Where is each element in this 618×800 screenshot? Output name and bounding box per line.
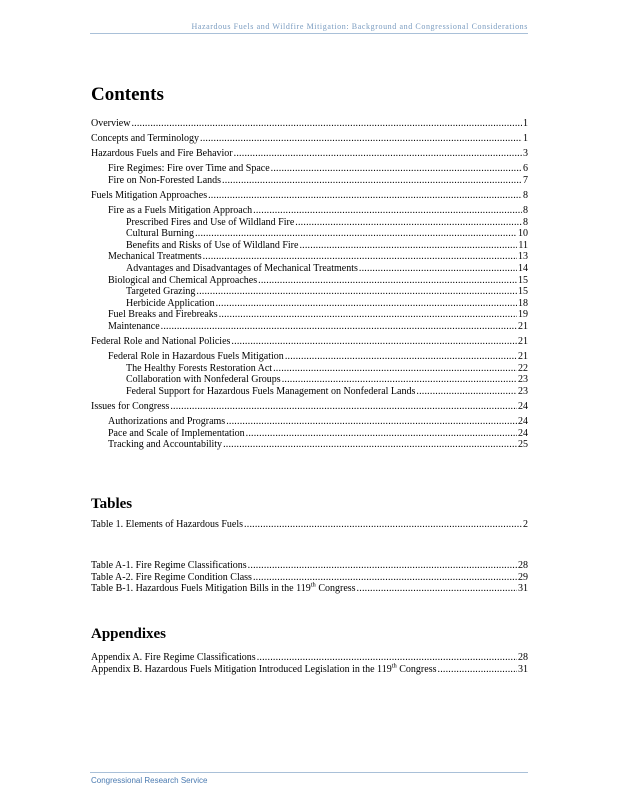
toc-entry-text: The Healthy Forests Restoration Act xyxy=(126,362,273,374)
dot-leader xyxy=(203,251,517,263)
dot-leader xyxy=(222,175,522,187)
toc-page-number: 19 xyxy=(518,309,528,321)
dot-leader xyxy=(170,401,517,413)
toc-entry-title xyxy=(91,133,199,145)
dot-leader xyxy=(282,374,517,386)
toc-entry-text: Prescribed Fires and Use of Wildland Fire xyxy=(126,216,295,228)
toc-entry-title xyxy=(126,298,215,310)
appendixes-list xyxy=(91,652,528,675)
dot-leader xyxy=(285,351,517,363)
table-list-entry[interactable] xyxy=(91,572,528,584)
tables-heading: Tables xyxy=(91,496,133,512)
toc-entry-text: Herbicide Application xyxy=(126,297,215,309)
toc-entry-text: Issues for Congress xyxy=(91,401,170,413)
ordinal-superscript: th xyxy=(391,662,397,670)
toc-entry[interactable] xyxy=(91,118,528,130)
toc-page-number: 21 xyxy=(518,336,528,348)
toc-entry-title xyxy=(91,519,243,531)
toc-entry[interactable] xyxy=(91,363,528,375)
toc-entry-text: Pace and Scale of Implementation xyxy=(108,427,245,439)
toc-entry[interactable] xyxy=(91,416,528,428)
toc-entry[interactable] xyxy=(91,205,528,217)
toc-entry[interactable] xyxy=(91,439,528,451)
toc-page-number: 3 xyxy=(523,148,528,160)
dot-leader xyxy=(234,148,522,160)
toc-entry-text: Federal Role in Hazardous Fuels Mitigation xyxy=(108,351,284,363)
footer-rule xyxy=(90,772,528,773)
footer-text: Congressional Research Service xyxy=(91,776,208,785)
toc-entry-text: Table 1. Elements of Hazardous Fuels xyxy=(91,519,244,530)
toc-page-number: 23 xyxy=(518,374,528,386)
toc-page-number: 8 xyxy=(523,205,528,217)
dot-leader xyxy=(244,519,522,531)
toc-page-number: 2 xyxy=(523,519,528,530)
toc-entry-text: Hazardous Fuels and Fire Behavior xyxy=(91,148,233,160)
toc-entry-title xyxy=(91,118,130,130)
tables-list-appendix xyxy=(91,560,528,595)
toc-page-number: 15 xyxy=(518,274,528,286)
toc-page-number: 7 xyxy=(523,174,528,186)
toc-entry-title xyxy=(108,251,202,263)
toc-entry-text: Maintenance xyxy=(108,321,160,332)
toc-entry-title xyxy=(91,583,356,595)
dot-leader xyxy=(248,560,517,572)
toc-entry-text: Concepts and Terminology xyxy=(91,133,199,145)
toc-entry[interactable] xyxy=(91,336,528,348)
toc-entry-text: Table B-1. Hazardous Fuels Mitigation Bills in the 119 xyxy=(91,583,311,595)
toc-entry-text: Benefits and Risks of Use of Wildland Fire xyxy=(126,239,299,251)
toc-entry-text: Appendix B. Hazardous Fuels Mitigation Introduced Legislation in the 119 xyxy=(91,663,392,675)
toc-entry-title xyxy=(91,336,230,348)
toc-entry-text: Fuel Breaks and Firebreaks xyxy=(108,309,218,321)
dot-leader xyxy=(231,336,517,348)
toc-entry[interactable] xyxy=(91,148,528,160)
toc-entry[interactable] xyxy=(91,351,528,363)
appendix-list-entry[interactable] xyxy=(91,652,528,664)
dot-leader xyxy=(226,416,517,428)
appendixes-heading: Appendixes xyxy=(91,626,167,642)
toc-entry-title xyxy=(108,351,284,363)
toc-entry[interactable] xyxy=(91,321,528,333)
appendix-list-entry[interactable] xyxy=(91,664,528,676)
toc-entry-title xyxy=(91,664,437,676)
tables-list xyxy=(91,519,528,531)
toc-entry[interactable] xyxy=(91,251,528,263)
toc-page-number: 6 xyxy=(523,163,528,175)
dot-leader xyxy=(223,439,517,451)
toc-entry-title xyxy=(108,439,222,451)
toc-entry-text: Federal Role and National Policies xyxy=(91,336,231,348)
toc-entry[interactable] xyxy=(91,217,528,229)
toc-entry-title xyxy=(126,386,415,398)
toc-entry-text: Fuels Mitigation Approaches xyxy=(91,189,208,201)
toc-entry-title xyxy=(108,309,218,321)
table-list-entry[interactable] xyxy=(91,583,528,595)
toc-entry[interactable] xyxy=(91,133,528,145)
toc-entry-text: Collaboration with Nonfederal Groups xyxy=(126,374,281,386)
toc-page-number: 11 xyxy=(518,239,528,251)
ordinal-superscript: th xyxy=(310,581,316,589)
toc-page-number: 21 xyxy=(518,321,528,332)
toc-entry-text: Advantages and Disadvantages of Mechanical Treatments xyxy=(126,263,358,275)
toc-page-number: 28 xyxy=(518,560,528,571)
toc-page-number: 10 xyxy=(518,228,528,240)
toc-entry-text: Tracking and Accountability xyxy=(108,439,223,451)
dot-leader xyxy=(295,217,522,229)
toc-entry-title xyxy=(108,321,160,333)
toc-page-number: 14 xyxy=(518,263,528,275)
toc-entry-text: Overview xyxy=(91,118,131,129)
toc-entry-title xyxy=(108,416,225,428)
toc-entry[interactable] xyxy=(91,374,528,386)
table-list-entry[interactable] xyxy=(91,519,528,531)
toc-entry-title xyxy=(91,148,233,160)
toc-page-number: 8 xyxy=(523,216,528,228)
toc-page-number: 29 xyxy=(518,571,528,583)
toc-entry[interactable] xyxy=(91,240,528,252)
toc-page-number: 21 xyxy=(518,351,528,363)
toc-page-number: 28 xyxy=(518,652,528,663)
toc-entry-text: Cultural Burning xyxy=(126,228,195,240)
dot-leader xyxy=(416,386,517,398)
toc-entry-title xyxy=(108,175,221,187)
dot-leader xyxy=(253,205,522,217)
toc-page-number: 1 xyxy=(523,133,528,145)
toc-entry-text-suffix: Congress xyxy=(315,583,356,595)
toc-entry-text: Targeted Grazing xyxy=(126,286,196,298)
dot-leader xyxy=(216,298,517,310)
dot-leader xyxy=(359,263,517,275)
toc-page-number: 18 xyxy=(518,297,528,309)
dot-leader xyxy=(271,163,522,175)
toc-entry[interactable] xyxy=(91,263,528,275)
toc-entry-title xyxy=(108,163,270,175)
toc-page-number: 15 xyxy=(518,286,528,298)
toc-entry[interactable] xyxy=(91,401,528,413)
toc-page-number: 24 xyxy=(518,401,528,413)
dot-leader xyxy=(196,286,517,298)
dot-leader xyxy=(246,428,517,440)
toc-page-number: 8 xyxy=(523,189,528,201)
toc-page-number: 24 xyxy=(518,427,528,439)
toc-entry[interactable] xyxy=(91,228,528,240)
toc-entry-title xyxy=(91,652,256,664)
toc-entry-title xyxy=(108,428,245,440)
dot-leader xyxy=(219,309,517,321)
toc-entry-title xyxy=(108,205,252,217)
dot-leader xyxy=(273,363,517,375)
contents-heading: Contents xyxy=(91,84,164,105)
toc-entry-text: Federal Support for Hazardous Fuels Management on Nonfederal Lands xyxy=(126,385,416,397)
dot-leader xyxy=(253,572,517,584)
dot-leader xyxy=(208,190,522,202)
toc-page-number: 24 xyxy=(518,416,528,428)
dot-leader xyxy=(299,240,517,252)
toc-entry-text: Authorizations and Programs xyxy=(108,416,226,428)
toc-entry[interactable] xyxy=(91,275,528,287)
toc-entry-text: Table A-1. Fire Regime Classifications xyxy=(91,560,247,571)
toc-entry[interactable] xyxy=(91,175,528,187)
toc-entry[interactable] xyxy=(91,163,528,175)
toc-entry-title xyxy=(91,572,252,584)
toc-entry-title xyxy=(108,275,257,287)
running-header: Hazardous Fuels and Wildfire Mitigation: Background and Congressional Considerations xyxy=(191,22,528,31)
toc-entry[interactable] xyxy=(91,386,528,398)
toc-entry[interactable] xyxy=(91,298,528,310)
dot-leader xyxy=(357,583,517,595)
toc-page-number: 25 xyxy=(518,439,528,451)
toc-entry-title xyxy=(91,560,247,572)
toc-entry-title xyxy=(91,190,207,202)
toc-entry-text-suffix: Congress xyxy=(396,663,437,675)
dot-leader xyxy=(200,133,522,145)
toc-entry-text: Fire Regimes: Fire over Time and Space xyxy=(108,163,270,175)
toc-entry-text: Appendix A. Fire Regime Classifications xyxy=(91,652,256,663)
toc-entry-title xyxy=(91,401,169,413)
toc-entry-title xyxy=(126,240,298,252)
contents-list xyxy=(91,118,528,451)
toc-entry-title xyxy=(126,217,294,229)
toc-page-number: 23 xyxy=(518,385,528,397)
toc-entry-title xyxy=(126,228,194,240)
dot-leader xyxy=(438,664,518,676)
toc-entry-title xyxy=(126,286,195,298)
toc-page-number: 31 xyxy=(518,663,528,675)
toc-entry-text: Mechanical Treatments xyxy=(108,251,202,263)
header-rule xyxy=(90,33,528,34)
toc-page-number: 31 xyxy=(518,583,528,595)
toc-entry[interactable] xyxy=(91,428,528,440)
dot-leader xyxy=(195,228,517,240)
toc-entry[interactable] xyxy=(91,190,528,202)
toc-entry-title xyxy=(126,363,272,375)
dot-leader xyxy=(258,275,517,287)
dot-leader xyxy=(131,118,522,130)
toc-entry-text: Biological and Chemical Approaches xyxy=(108,274,258,286)
toc-entry-text: Fire as a Fuels Mitigation Approach xyxy=(108,205,253,217)
dot-leader xyxy=(257,652,517,664)
toc-entry-title xyxy=(126,263,358,275)
toc-entry[interactable] xyxy=(91,309,528,321)
table-list-entry[interactable] xyxy=(91,560,528,572)
toc-entry-text: Fire on Non-Forested Lands xyxy=(108,174,222,186)
toc-entry-title xyxy=(126,374,281,386)
toc-entry-text: Table A-2. Fire Regime Condition Class xyxy=(91,571,252,583)
toc-page-number: 1 xyxy=(523,118,528,129)
toc-page-number: 22 xyxy=(518,362,528,374)
toc-entry[interactable] xyxy=(91,286,528,298)
toc-page-number: 13 xyxy=(518,251,528,263)
dot-leader xyxy=(161,321,517,333)
